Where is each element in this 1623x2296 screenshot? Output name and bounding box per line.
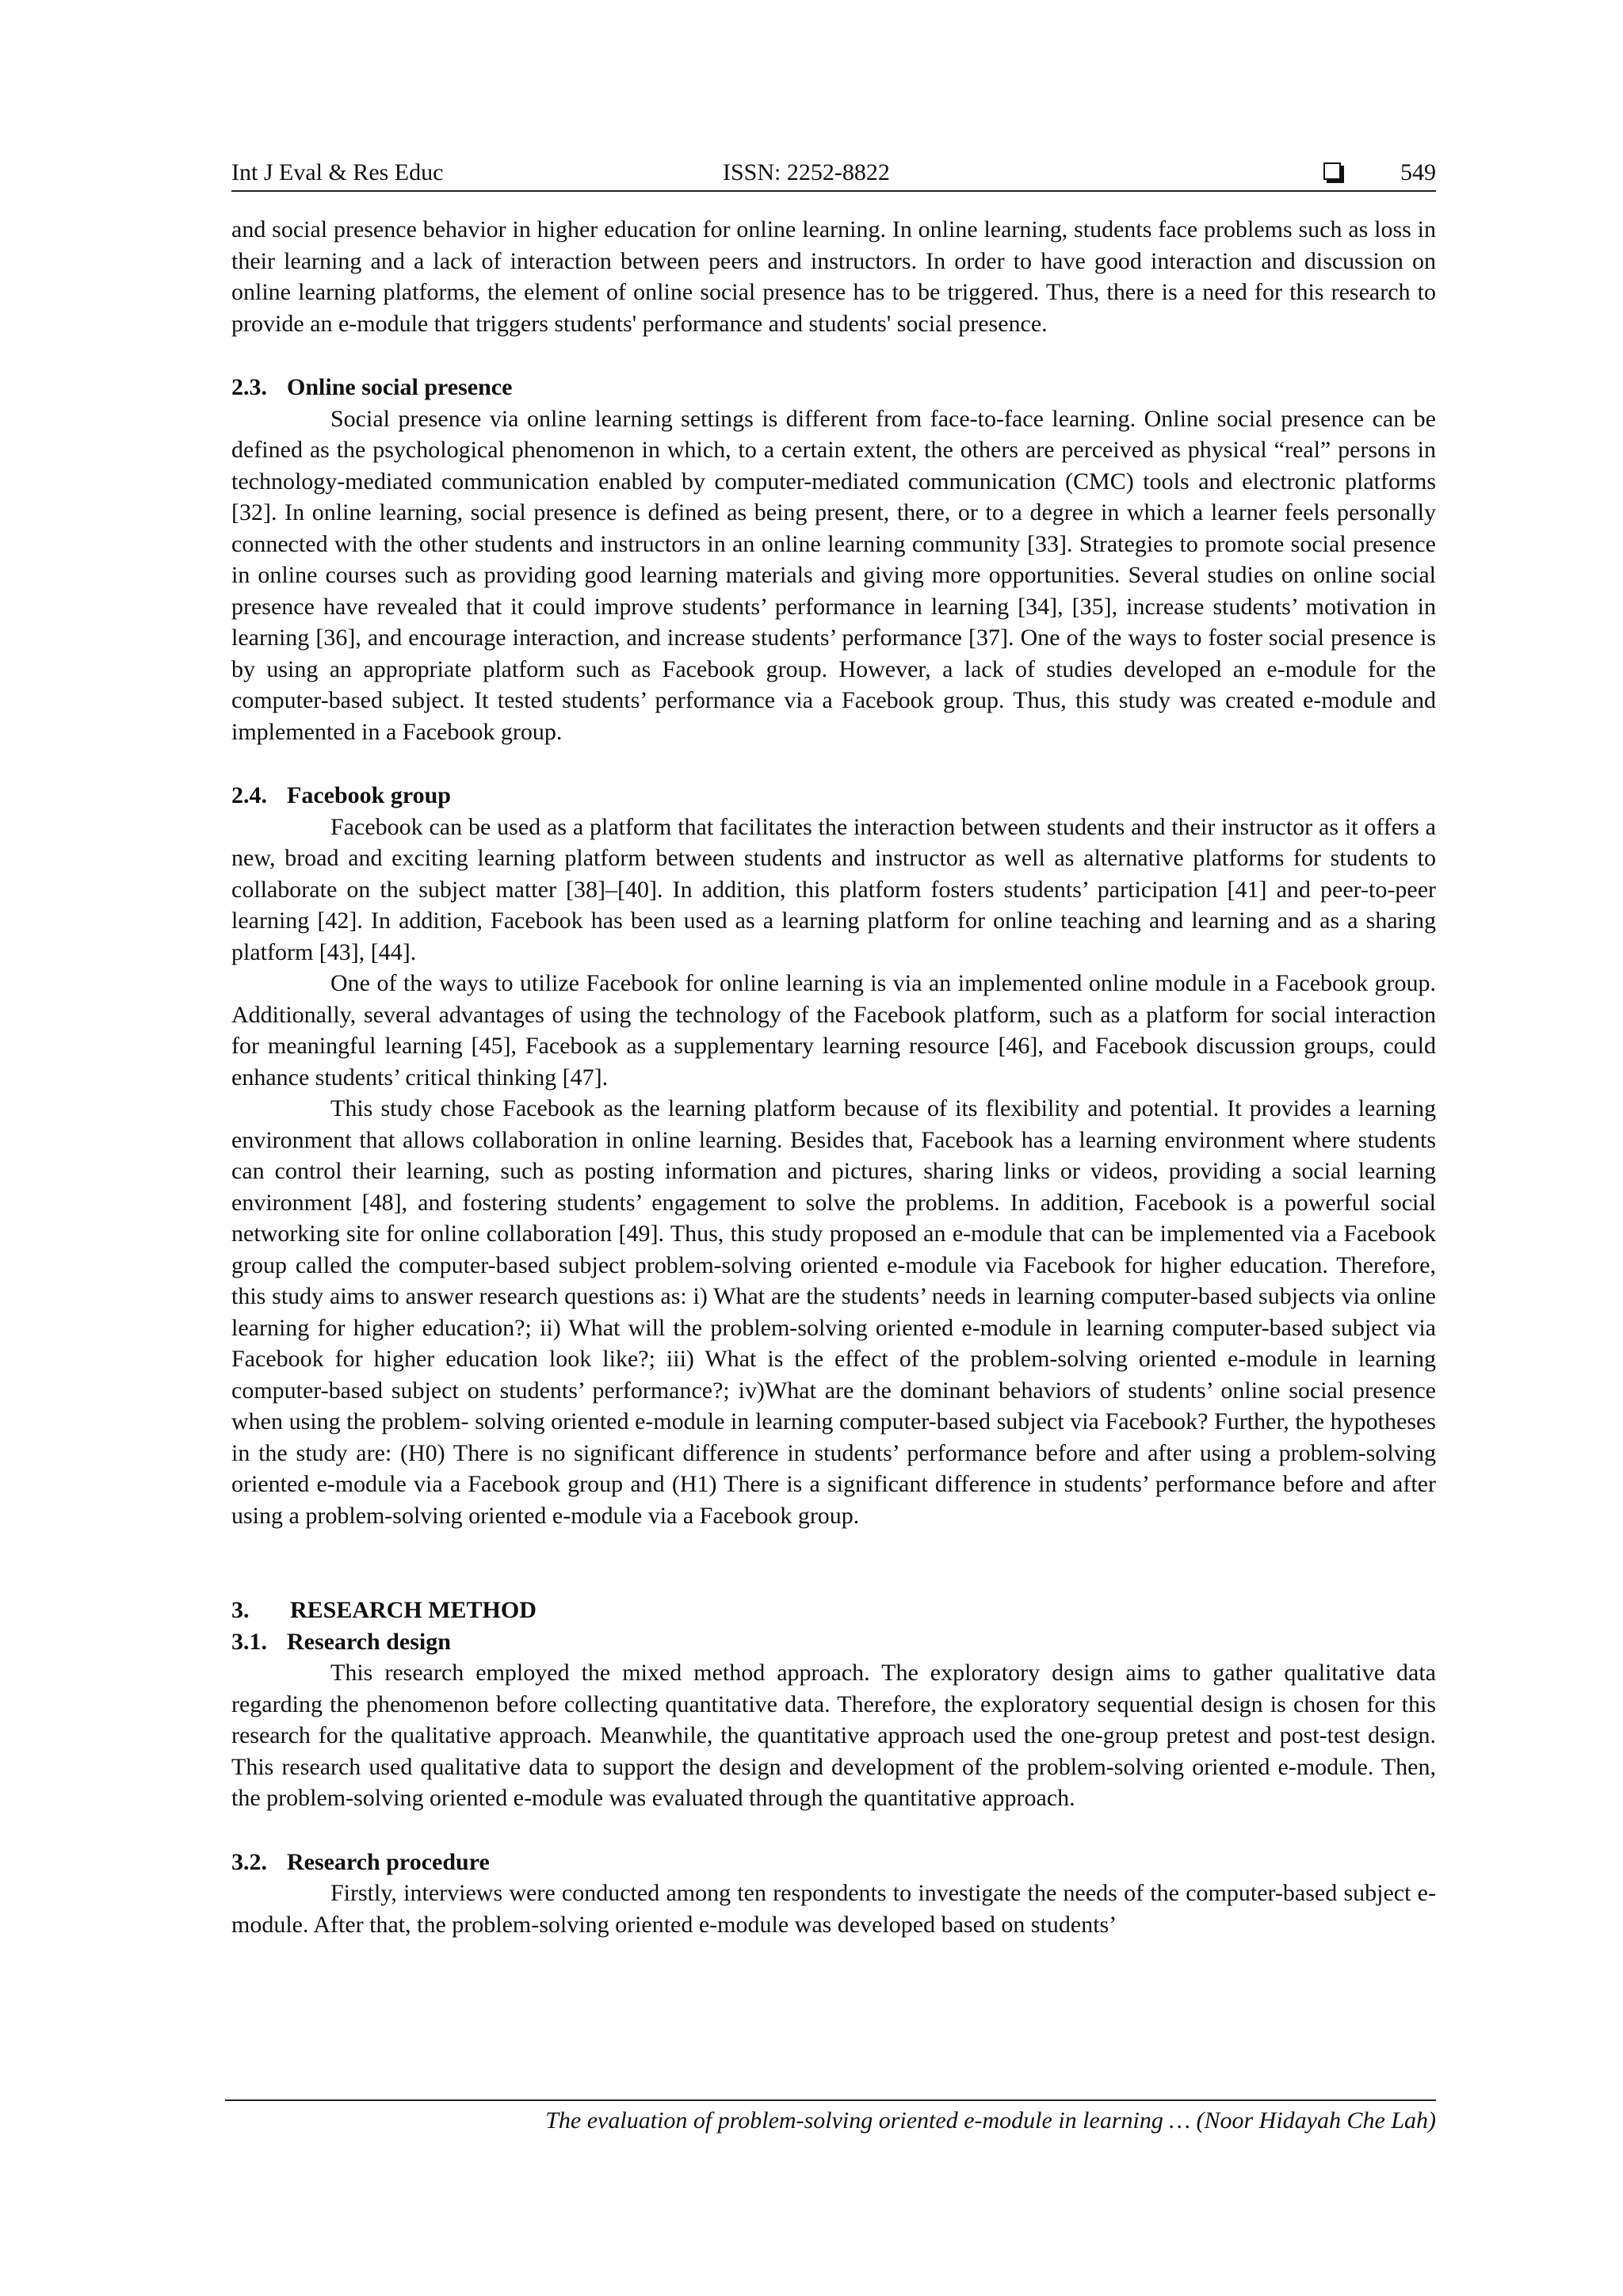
section-title: RESEARCH METHOD	[290, 1597, 537, 1623]
section-number: 3.	[231, 1597, 250, 1623]
paragraph-intro: and social presence behavior in higher education for online learning. In online learning, students face problems such as loss in their learning and a lack of interaction between peers and instructors. In order to have good interaction and discussion on online learning platforms, the element of online social presence has to be triggered. Thus, there is a need for this research to provide an e-module that triggers students' performance and students' social presence.	[231, 216, 1436, 337]
page-number: 549	[1400, 159, 1436, 185]
running-header	[231, 155, 1436, 192]
section-title: Facebook group	[287, 782, 451, 808]
section-number: 3.2.	[231, 1848, 267, 1875]
section-heading-3	[231, 1595, 1436, 1626]
section-heading-3-2	[231, 1847, 1436, 1878]
issn: ISSN: 2252-8822	[723, 159, 890, 185]
section-title: Research design	[287, 1628, 451, 1655]
paragraph-2-3-1: Social presence via online learning settings is different from face-to-face learning. Online social presence can be defined as the psychological phenomenon in which, to a certain extent, the others are perceived as physical “real” persons in technology-mediated communication enabled by computer-mediated communication (CMC) tools and electronic platforms [32]. In online learning, social presence is defined as being present, there, or to a degree in which a learner feels personally connected with the other students and instructors in an online learning community [33]. Strategies to promote social presence in online courses such as providing good learning materials and giving more opportunities. Several studies on online social presence have revealed that it could improve students’ performance in learning [34], [35], increase students’ motivation in learning [36], and encourage interaction, and increase students’ performance [37]. One of the ways to foster social presence is by using an appropriate platform such as Facebook group. However, a lack of studies developed an e-module for the computer-based subject. It tested students’ performance via a Facebook group. Thus, this study was created e-module and implemented in a Facebook group.	[231, 405, 1436, 745]
section-number: 2.4.	[231, 782, 267, 808]
paragraph-2-4-1: Facebook can be used as a platform that facilitates the interaction between students and their instructor as it offers a new, broad and exciting learning platform between students and instructor as well as alternative platforms for students to collaborate on the subject matter [38]–[40]. In addition, this platform fosters students’ participation [41] and peer-to-peer learning [42]. In addition, Facebook has been used as a learning platform for online teaching and learning and as a sharing platform [43], [44].	[231, 813, 1436, 965]
square-box-icon	[1323, 162, 1341, 180]
journal-name: Int J Eval & Res Educ	[231, 159, 444, 185]
page	[231, 155, 1436, 1940]
paragraph-3-1-1: This research employed the mixed method approach. The exploratory design aims to gather qualitative data regarding the phenomenon before collecting quantitative data. Therefore, the exploratory sequential design is chosen for this research for the qualitative approach. Meanwhile, the quantitative approach used the one-group pretest and post-test design. This research used qualitative data to support the design and development of the problem-solving oriented e-module. Then, the problem-solving oriented e-module was evaluated through the quantitative approach.	[231, 1660, 1436, 1811]
paragraph-2-4-2: One of the ways to utilize Facebook for online learning is via an implemented online module in a Facebook group. Additionally, several advantages of using the technology of the Facebook platform, such as a platform for social interaction for meaningful learning [45], Facebook as a supplementary learning resource [46], and Facebook discussion groups, could enhance students’ critical thinking [47].	[231, 970, 1436, 1091]
section-title: Online social presence	[287, 374, 513, 400]
section-number: 2.3.	[231, 374, 267, 400]
paragraph-3-2-1: Firstly, interviews were conducted among ten respondents to investigate the needs of the computer-based subject e-module. After that, the problem-solving oriented e-module was developed based on students’	[231, 1880, 1436, 1938]
section-heading-2-4	[231, 780, 1436, 812]
running-footer	[225, 2099, 1436, 2134]
section-number: 3.1.	[231, 1628, 267, 1655]
footer-citation: The evaluation of problem-solving oriented e-module in learning … (Noor Hidayah Che Lah)	[545, 2107, 1436, 2134]
section-heading-3-1	[231, 1626, 1436, 1658]
section-heading-2-3	[231, 372, 1436, 403]
article-body	[231, 214, 1436, 1940]
paragraph-2-4-3: This study chose Facebook as the learning platform because of its flexibility and potential. It provides a learning environment that allows collaboration in online learning. Besides that, Facebook has a learning environment where students can control their learning, such as posting information and pictures, sharing links or videos, providing a social learning environment [48], and fostering students’ engagement to solve the problems. In addition, Facebook is a powerful social networking site for online collaboration [49]. Thus, this study proposed an e-module that can be implemented via a Facebook group called the computer-based subject problem-solving oriented e-module via Facebook for higher education. Therefore, this study aims to answer research questions as: i) What are the students’ needs in learning computer-based subjects via online learning for higher education?; ii) What will the problem-solving oriented e-module in learning computer-based subject via Facebook for higher education look like?; iii) What is the effect of the problem-solving oriented e-module in learning computer-based subject on students’ performance?; iv)What are the dominant behaviors of students’ online social presence when using the problem- solving oriented e-module in learning computer-based subject via Facebook? Further, the hypotheses in the study are: (H0) There is no significant difference in students’ performance before and after using a problem-solving oriented e-module via a Facebook group and (H1) There is a significant difference in students’ performance before and after using a problem-solving oriented e-module via a Facebook group.	[231, 1095, 1436, 1529]
section-title: Research procedure	[287, 1848, 490, 1875]
